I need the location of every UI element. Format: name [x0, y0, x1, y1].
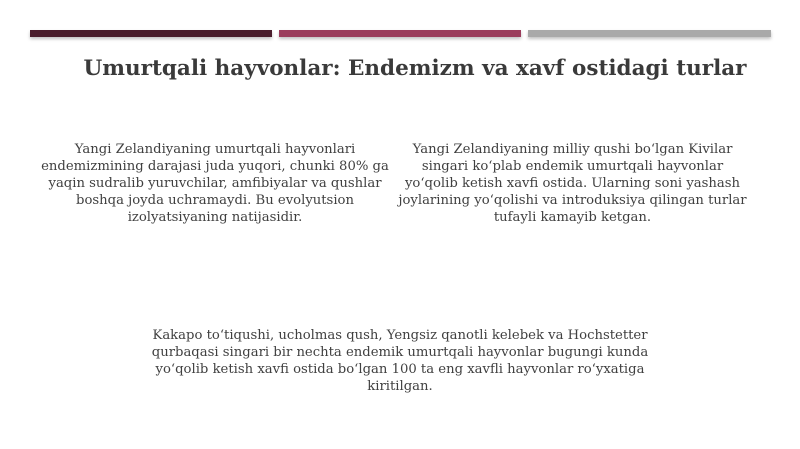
decorative-bar-magenta — [279, 30, 521, 37]
right-paragraph: Yangi Zelandiyaning milliy qushi boʻlgan Kivilar singari koʻplab endemik umurtqali hayvonlar yoʻqolib ketish xavfi ostida. Ularning soni yashash joylarining yoʻqolishi va introduksiya qilingan turlar tufayli kamayib ketgan. — [398, 142, 747, 225]
decorative-bar-gray — [528, 30, 771, 37]
bottom-paragraph: Kakapo toʻtiqushi, ucholmas qush, Yengsiz qanotli kelebek va Hochstetter qurbaqasi singari bir nechta endemik umurtqali hayvonlar bugungi kunda yoʻqolib ketish xavfi ostida boʻlgan 100 ta eng xavfli hayvonlar roʻyxatiga kiritilgan. — [151, 328, 649, 394]
left-paragraph: Yangi Zelandiyaning umurtqali hayvonlari endemizmining darajasi juda yuqori, chunki 80% ga yaqin sudralib yuruvchilar, amfibiyalar va qushlar boshqa joyda uchramaydi. Bu evolyutsion izolyatsiyaning natijasidir. — [41, 142, 389, 225]
slide-title: Umurtqali hayvonlar: Endemizm va xavf ostidagi turlar — [83, 56, 747, 81]
decorative-bar-dark — [30, 30, 272, 37]
